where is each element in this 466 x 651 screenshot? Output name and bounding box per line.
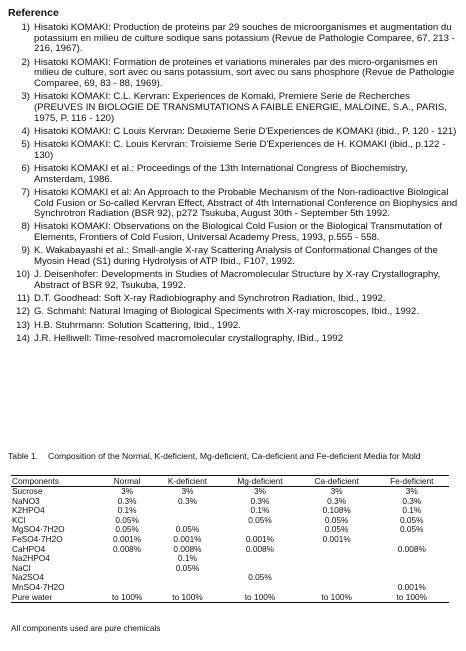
- table-cell: 0.001%: [113, 533, 142, 544]
- reference-item: [6, 334, 458, 345]
- table-header-cell: Mg-deficient: [221, 476, 298, 487]
- table-cell: 0.3%: [250, 495, 270, 506]
- table-cell: 3%: [330, 486, 343, 496]
- table-cell: [375, 564, 449, 574]
- reference-number: 4): [21, 125, 30, 137]
- table-cell: [375, 554, 449, 564]
- table-cell: to 100%: [154, 593, 222, 603]
- reference-number: 12): [16, 306, 30, 318]
- table-cell: 0.05%: [175, 562, 200, 573]
- table-row: [11, 583, 449, 593]
- references-heading: Reference: [8, 7, 59, 19]
- component-name: K2HPO4: [12, 505, 45, 516]
- component-name: NaCl: [12, 562, 31, 573]
- table-cell: 0.008%: [397, 543, 426, 554]
- reference-item: [6, 127, 458, 138]
- table-header-cell: K-deficient: [154, 476, 222, 487]
- reference-item: [6, 188, 458, 220]
- reference-number: 11): [16, 293, 30, 305]
- table-cell: 3%: [253, 486, 266, 496]
- reference-text: Hisatoki KOMAKI et al: An Approach to the Probable Mechanism of the Non-radioactive Biological Cold Fusion or So-called Kervran Effect, Abstract of 4th International Conference on Biophysics and Synchrotron Radiation (BSR 92), p272 Tsukuba, August 30th - September 5th 1992.: [34, 186, 458, 220]
- table-cell: [299, 564, 375, 574]
- reference-number: 8): [21, 221, 30, 233]
- reference-item: [6, 92, 458, 124]
- table-cell: 0.001%: [173, 533, 202, 544]
- reference-item: [6, 140, 458, 161]
- reference-number: 5): [21, 139, 30, 151]
- table-cell: [101, 554, 154, 564]
- table-cell: [101, 564, 154, 574]
- table-row: [11, 487, 449, 497]
- composition-table: [11, 475, 449, 603]
- reference-item: [6, 23, 458, 55]
- reference-number: 13): [16, 319, 30, 331]
- table-cell: 0.3%: [178, 495, 197, 506]
- table-note: All components used are pure chemicals: [11, 623, 161, 633]
- table-cell: 0.05%: [248, 514, 272, 525]
- reference-text: D.T. Goodhead: Soft X-ray Radiobiography and Synchrotron Radiation, Ibid., 1992.: [34, 293, 386, 305]
- reference-item: [6, 222, 458, 243]
- table-cell: 3%: [121, 486, 134, 496]
- reference-list: [6, 23, 458, 347]
- table-header-cell: Ca-deficient: [299, 476, 375, 487]
- reference-number: 2): [21, 56, 30, 68]
- table-cell: 0.1%: [178, 553, 197, 564]
- table-caption: [8, 452, 460, 462]
- table-cell: 0.05%: [248, 572, 272, 583]
- reference-item: [6, 58, 458, 90]
- component-name: FeSO4·7H2O: [12, 533, 63, 544]
- reference-text: Hisatoki KOMAKI: Formation de proteines et variations minerales par des micro-organismes en milieu de culture, sort avec ou sans potassium, sort avec ou sans phosphore (Revue de Pathologie Comparee, 69, 83 - 88, 1969).: [34, 56, 455, 90]
- table-cell: 0.05%: [400, 524, 424, 535]
- table-cell: [154, 506, 222, 516]
- table-row: [11, 497, 449, 507]
- reference-item: [6, 294, 458, 305]
- reference-number: 7): [21, 186, 30, 198]
- reference-item: [6, 246, 458, 267]
- reference-text: Hisatoki KOMAKI: C Louis Kervran: Deuxieme Serie D'Experiences de KOMAKI (ibid., P. 120 - 121): [34, 125, 457, 137]
- table-cell: 3%: [181, 486, 194, 496]
- table-cell: [299, 554, 375, 564]
- table-cell: 0.3%: [327, 495, 347, 506]
- table-cell: to 100%: [375, 593, 449, 603]
- table-cell: 0.1%: [402, 505, 422, 516]
- table-cell: 0.1%: [117, 505, 137, 516]
- component-name: KCl: [12, 514, 26, 525]
- reference-text: Hisatoki KOMAKI: C.L. Kervran: Experiences de Komaki, Premiere Serie de Recherches (PREUVES IN BIOLOGIE DE TRANSMUTATIONS A FAIBLE ENERGIE, MALOINE, S.A., PARIS, 1975, P. 116 - 120): [34, 91, 447, 124]
- table-header-cell: Fe-deficient: [375, 476, 449, 487]
- table-row: [11, 554, 449, 564]
- table-row: [11, 525, 449, 535]
- reference-item: [6, 307, 458, 318]
- component-name: Pure water: [11, 593, 101, 603]
- table-row: [11, 593, 449, 603]
- component-name: CaHPO4: [12, 543, 46, 554]
- table-row: [11, 573, 449, 583]
- table-cell: to 100%: [221, 593, 298, 603]
- reference-text: Hisatoki KOMAKI: C. Louis Kervran: Troisieme Serie D'Experiences de H. KOMAKI (ibid., p.122 - 130): [34, 139, 446, 161]
- table-cell: [221, 554, 298, 564]
- reference-number: 10): [16, 269, 30, 281]
- table-row: [11, 564, 449, 574]
- component-name: MgSO4·7H2O: [12, 524, 65, 535]
- table-cell: 0.05%: [175, 524, 200, 535]
- reference-item: [6, 270, 458, 291]
- table-cell: [299, 573, 375, 583]
- table-label: Table 1.: [8, 451, 39, 461]
- table-cell: 0.108%: [322, 505, 351, 516]
- reference-text: H.B. Stuhrmann: Solution Scattering, Ibid., 1992.: [34, 319, 241, 331]
- component-name: NaNO3: [12, 495, 40, 506]
- table-row: [11, 516, 449, 526]
- reference-number: 6): [21, 162, 30, 174]
- component-name: Na2SO4: [12, 572, 44, 583]
- table-header-row: [11, 476, 449, 487]
- table-cell: 0.05%: [324, 514, 349, 525]
- table-cell: to 100%: [101, 593, 154, 603]
- table-cell: 0.008%: [113, 543, 142, 554]
- table-header-cell: Normal: [101, 476, 154, 487]
- reference-number: 1): [21, 22, 30, 33]
- table-cell: 0.001%: [397, 581, 426, 592]
- reference-text: Hisatoki KOMAKI: Production de proteins par 29 souches de microorganismes et augmentation du potassium en milieu de culture sodique sans potassium (Revue de Pathologie Comparee, 67, 213 - 216, 1967).: [34, 22, 455, 55]
- table-header-cell: Components: [11, 476, 101, 487]
- table-cell: 0.05%: [324, 524, 349, 535]
- table-cell: 0.001%: [245, 533, 275, 544]
- reference-text: Hisatoki KOMAKI: Observations on the Biological Cold Fusion or the Biological Transmutation of Elements, Frontiers of Cold Fusion, Universal Academy Press, 1993, p.555 - 558.: [34, 221, 442, 244]
- table-cell: 0.05%: [115, 514, 139, 525]
- table-cell: 0.001%: [322, 533, 351, 544]
- table-cell: 0.3%: [117, 495, 137, 506]
- component-name: MnSO4·7H2O: [12, 581, 65, 592]
- reference-text: Hisatoki KOMAKI et al.: Proceedings of the 13th International Congress of Biochemistry, Amsterdam, 1986.: [34, 162, 408, 185]
- table-row: [11, 535, 449, 545]
- reference-item: [6, 321, 458, 332]
- table-cell: 0.3%: [402, 495, 422, 506]
- table-cell: 0.008%: [173, 543, 202, 554]
- reference-text: J.R. Helliwell: Time-resolved macromolecular crystallography, IBid., 1992: [34, 332, 344, 344]
- component-name: Sucrose: [12, 486, 43, 496]
- table-cell: 0.05%: [400, 514, 424, 525]
- table-cell: 0.1%: [250, 505, 270, 516]
- reference-number: 3): [21, 91, 30, 103]
- table-row: [11, 545, 449, 555]
- table-cell: to 100%: [299, 593, 375, 603]
- table-cell: [154, 573, 222, 583]
- table-row: [11, 506, 449, 516]
- reference-item: [6, 164, 458, 185]
- reference-text: G. Schmahl: Natural Imaging of Biological Speciments with X-ray microscopes, Ibid., 1992.: [34, 306, 419, 318]
- table-cell: 3%: [405, 486, 418, 496]
- reference-text: J. Deisenhofer: Developments in Studies of Macromolecular Structure by X-ray Crystallography, Abstract of BSR 92, Tsukuba, 1992.: [34, 269, 441, 291]
- reference-text: K. Wakabayashi et al.: Small-angle X-ray Scattering Analysis of Conformational Changes of the Myosin Head (S1) during Hydrolysis of ATP Ibid., F107, 1992.: [34, 245, 438, 268]
- reference-number: 14): [16, 332, 30, 344]
- component-name: Na2HPO4: [12, 553, 50, 564]
- table-cell: 0.05%: [115, 524, 139, 535]
- table-cell: [299, 545, 375, 555]
- reference-number: 9): [21, 245, 30, 257]
- table-title: Composition of the Normal, K-deficient, Mg-deficient, Ca-deficient and Fe-deficient Media for Mold: [48, 451, 421, 461]
- table-cell: 0.008%: [245, 543, 275, 554]
- table-cell: [101, 573, 154, 583]
